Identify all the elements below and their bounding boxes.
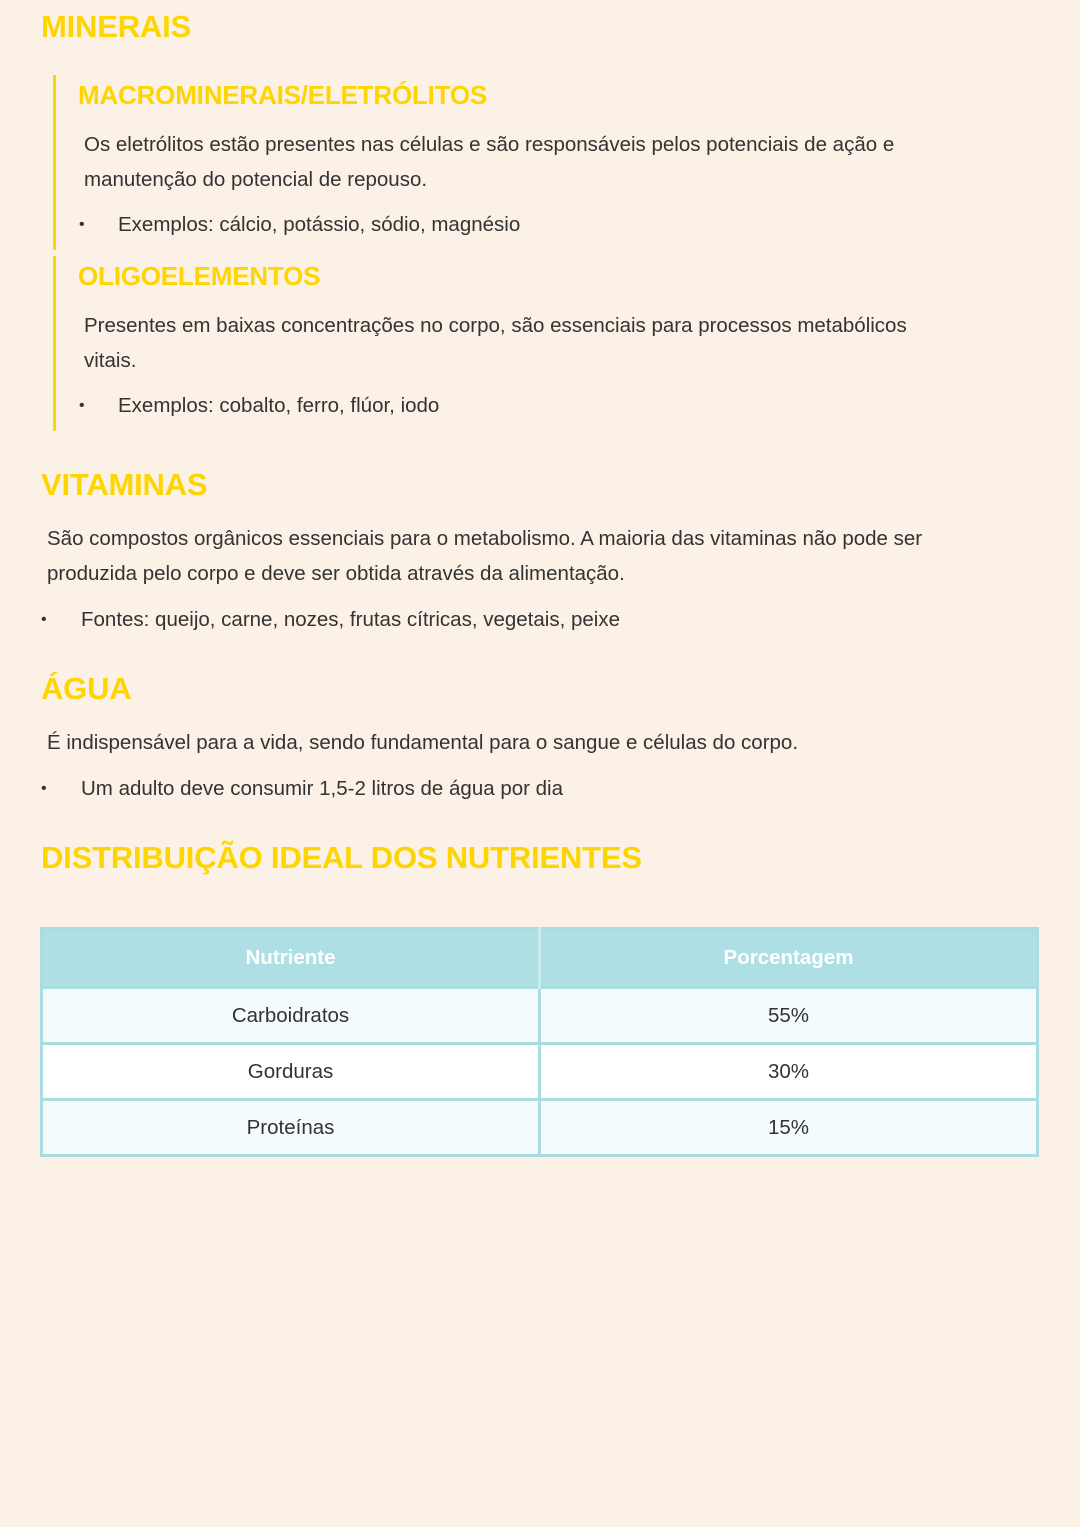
column-header-porcentagem: Porcentagem	[540, 929, 1038, 988]
cell-nutriente: Proteínas	[42, 1100, 540, 1156]
table-row	[42, 1100, 1038, 1156]
bullet-icon: •	[79, 216, 85, 233]
column-header-nutriente: Nutriente	[42, 929, 540, 988]
cell-nutriente: Carboidratos	[42, 988, 540, 1044]
section-title-minerais: MINERAIS	[41, 9, 191, 44]
macrominerais-para-line-1: Os eletrólitos estão presentes nas células e são responsáveis pelos potenciais de ação e	[84, 133, 895, 156]
vitaminas-para-line-1: São compostos orgânicos essenciais para o metabolismo. A maioria das vitaminas não pode ser	[47, 527, 923, 550]
cell-porcentagem: 30%	[540, 1044, 1038, 1100]
agua-recommendation: Um adulto deve consumir 1,5-2 litros de água por dia	[81, 777, 564, 800]
table-header-row	[42, 929, 1038, 988]
table-row	[42, 988, 1038, 1044]
vitaminas-paragraph	[47, 521, 922, 591]
oligoelementos-para-line-2: vitais.	[84, 349, 137, 372]
vitaminas-sources: Fontes: queijo, carne, nozes, frutas cítricas, vegetais, peixe	[81, 608, 620, 631]
oligoelementos-examples: Exemplos: cobalto, ferro, flúor, iodo	[118, 394, 440, 417]
bullet-icon: •	[79, 397, 85, 414]
macrominerais-paragraph	[84, 127, 894, 197]
nutrient-distribution-table	[40, 927, 1039, 1157]
section-title-vitaminas: VITAMINAS	[41, 467, 208, 502]
cell-nutriente: Gorduras	[42, 1044, 540, 1100]
vitaminas-para-line-2: produzida pelo corpo e deve ser obtida através da alimentação.	[47, 562, 625, 585]
subsection-oligoelementos	[53, 256, 1016, 431]
bullet-icon: •	[41, 611, 47, 628]
cell-porcentagem: 15%	[540, 1100, 1038, 1156]
section-title-agua: ÁGUA	[41, 671, 132, 706]
macrominerais-para-line-2: manutenção do potencial de repouso.	[84, 168, 428, 191]
oligoelementos-para-line-1: Presentes em baixas concentrações no corpo, são essenciais para processos metabólicos	[84, 314, 907, 337]
subsection-title-macrominerais: MACROMINERAIS/ELETRÓLITOS	[78, 80, 488, 110]
oligoelementos-paragraph	[84, 308, 907, 378]
bullet-icon: •	[41, 780, 47, 797]
subsection-macrominerais	[53, 75, 1016, 250]
macrominerais-examples: Exemplos: cálcio, potássio, sódio, magnésio	[118, 213, 521, 236]
cell-porcentagem: 55%	[540, 988, 1038, 1044]
subsection-title-oligoelementos: OLIGOELEMENTOS	[78, 261, 321, 291]
agua-paragraph: É indispensável para a vida, sendo fundamental para o sangue e células do corpo.	[47, 731, 799, 754]
table-row	[42, 1044, 1038, 1100]
section-title-distribuicao: DISTRIBUIÇÃO IDEAL DOS NUTRIENTES	[41, 840, 642, 875]
